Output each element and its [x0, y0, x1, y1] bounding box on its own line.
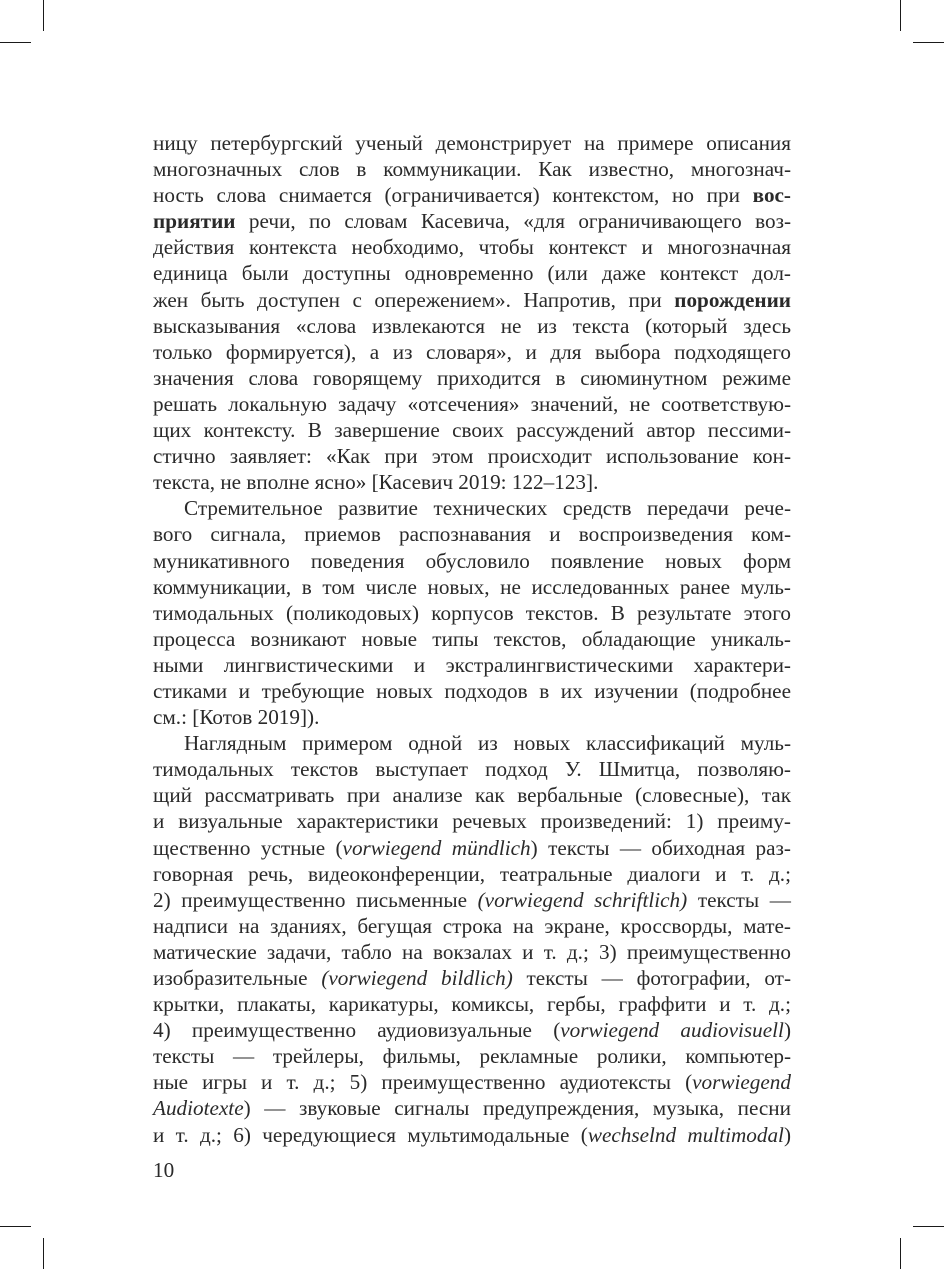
text-segment: ными лингвистическими и экстралингвистическими характери- [153, 652, 791, 677]
text-segment: ) [783, 1122, 791, 1147]
text-line [153, 574, 791, 600]
text-line [153, 887, 791, 913]
text-line [153, 469, 791, 495]
text-segment: ) тексты — обиходная раз- [530, 835, 791, 860]
text-line [153, 652, 791, 678]
text-segment: ность слова снимается (ограничивается) контекстом, но при [153, 183, 753, 208]
italic-term: (vorwiegend schriftlich) [477, 887, 688, 912]
text-segment: матические задачи, табло на вокзалах и т. д.; 3) преимущественно [153, 939, 791, 964]
text-segment: ные игры и т. д.; 5) преимущественно аудиотексты ( [153, 1070, 693, 1095]
text-line [153, 1017, 791, 1043]
text-line [153, 1095, 791, 1121]
text-line [153, 835, 791, 861]
text-segment: тимодальных текстов выступает подход У. Шмитца, позволяю- [153, 757, 791, 782]
text-segment: щественно устные ( [153, 835, 343, 860]
text-segment: высказывания «слова извлекаются не из текста (который здесь [153, 313, 791, 338]
text-line [153, 1069, 791, 1095]
italic-term: Audiotexte [153, 1096, 244, 1121]
text-segment: ницу петербургский ученый демонстрирует на примере описания [153, 131, 791, 155]
page-number: 10 [153, 1158, 175, 1182]
text-line [153, 1043, 791, 1069]
crop-mark-top-right [900, 0, 901, 31]
text-segment: и т. д.; 6) чередующиеся мультимодальные ( [153, 1122, 588, 1147]
text-segment: см.: [Котов 2019]). [153, 705, 320, 730]
italic-term: (vorwiegend bildlich) [321, 966, 513, 990]
italic-term: vorwiegend [692, 1070, 791, 1095]
text-segment: речи, по словам Касевича, «для ограничивающего воз- [235, 209, 791, 234]
text-segment: изобразительные [153, 966, 322, 990]
italic-term: vorwiegend mündlich [342, 835, 531, 860]
crop-mark-top-left-horizontal [0, 42, 31, 43]
text-segment: 4) преимущественно аудиовизуальные ( [153, 1018, 561, 1043]
crop-mark-top-left [43, 0, 44, 31]
text-line [153, 417, 791, 443]
text-segment: жен быть доступен с опережением». Напротив, при [153, 287, 675, 312]
text-segment: тимодальных (поликодовых) корпусов текстов. В результате этого [153, 600, 791, 625]
text-segment: стиками и требующие новых подходов в их изучении (подробнее [153, 678, 791, 703]
text-line [153, 782, 791, 808]
text-segment: многозначных слов в коммуникации. Как известно, многознач- [153, 157, 791, 182]
crop-mark-top-right-horizontal [913, 42, 944, 43]
crop-mark-bottom-right-horizontal [913, 1226, 944, 1227]
italic-term: vorwiegend audiovisuell [560, 1018, 784, 1043]
text-line [153, 939, 791, 965]
text-line [153, 861, 791, 887]
text-line [153, 130, 791, 156]
text-line [153, 260, 791, 286]
text-line [153, 626, 791, 652]
text-segment: и визуальные характеристики речевых произведений: 1) преиму- [153, 809, 791, 834]
text-line [153, 156, 791, 182]
text-line [153, 365, 791, 391]
body-text [153, 130, 791, 1148]
text-segment: решать локальную задачу «отсечения» значений, не соответствую- [153, 391, 791, 416]
text-line [153, 1122, 791, 1148]
text-line [153, 495, 791, 521]
text-segment: единица были доступны одновременно (или даже контекст дол- [153, 261, 791, 286]
text-segment: значения слова говорящему приходится в сиюминутном режиме [153, 365, 791, 390]
italic-term: wechselnd multimodal [587, 1122, 784, 1147]
text-line [153, 704, 791, 730]
text-line [153, 339, 791, 365]
text-line [153, 965, 791, 991]
text-line [153, 234, 791, 260]
crop-mark-bottom-right [900, 1238, 901, 1269]
text-segment: тексты — [687, 887, 791, 912]
text-line [153, 182, 791, 208]
text-segment: текста, не вполне ясно» [Касевич 2019: 122–123]. [153, 470, 599, 495]
text-line [153, 521, 791, 547]
text-line [153, 287, 791, 313]
text-segment: коммуникации, в том числе новых, не исследованных ранее муль- [153, 574, 791, 599]
text-line [153, 443, 791, 469]
text-line [153, 391, 791, 417]
text-segment: вого сигнала, приемов распознавания и воспроизведения ком- [153, 522, 791, 547]
text-line [153, 913, 791, 939]
text-line [153, 313, 791, 339]
text-line [153, 991, 791, 1017]
bold-term: порождении [674, 287, 791, 312]
text-line [153, 548, 791, 574]
text-segment: процесса возникают новые типы текстов, обладающие уникаль- [153, 626, 791, 651]
text-segment: тексты — трейлеры, фильмы, рекламные ролики, компьютер- [153, 1044, 791, 1069]
text-line [153, 600, 791, 626]
text-line [153, 808, 791, 834]
text-line [153, 730, 791, 756]
text-segment: муникативного поведения обусловило появление новых форм [153, 548, 791, 573]
text-line [153, 678, 791, 704]
text-segment: Стремительное развитие технических средств передачи рече- [184, 496, 791, 521]
text-segment: только формируется), а из словаря», и для выбора подходящего [153, 339, 791, 364]
text-segment: Наглядным примером одной из новых классификаций муль- [184, 731, 791, 756]
crop-mark-bottom-left [43, 1238, 44, 1269]
text-segment: ) [783, 1018, 792, 1043]
text-segment: щих контексту. В завершение своих рассуждений автор пессими- [153, 418, 791, 443]
bold-term: вос- [752, 183, 791, 208]
text-segment: говорная речь, видеоконференции, театральные диалоги и т. д.; [153, 861, 791, 886]
text-segment: 2) преимущественно письменные [153, 887, 478, 912]
text-segment: надписи на зданиях, бегущая строка на экране, кроссворды, мате- [153, 913, 791, 938]
text-segment: ) — звуковые сигналы предупреждения, музыка, песни [243, 1096, 791, 1121]
text-segment: крытки, плакаты, карикатуры, комиксы, гербы, граффити и т. д.; [153, 992, 791, 1017]
crop-mark-bottom-left-horizontal [0, 1226, 31, 1227]
text-segment: тексты — фотографии, от- [512, 966, 791, 990]
bold-term: приятии [153, 209, 236, 234]
text-segment: щий рассматривать при анализе как вербальные (словесные), так [153, 783, 791, 808]
text-segment: стично заявляет: «Как при этом происходит использование кон- [153, 444, 791, 469]
text-segment: действия контекста необходимо, чтобы контекст и многозначная [153, 235, 791, 260]
text-line [153, 208, 791, 234]
text-line [153, 756, 791, 782]
